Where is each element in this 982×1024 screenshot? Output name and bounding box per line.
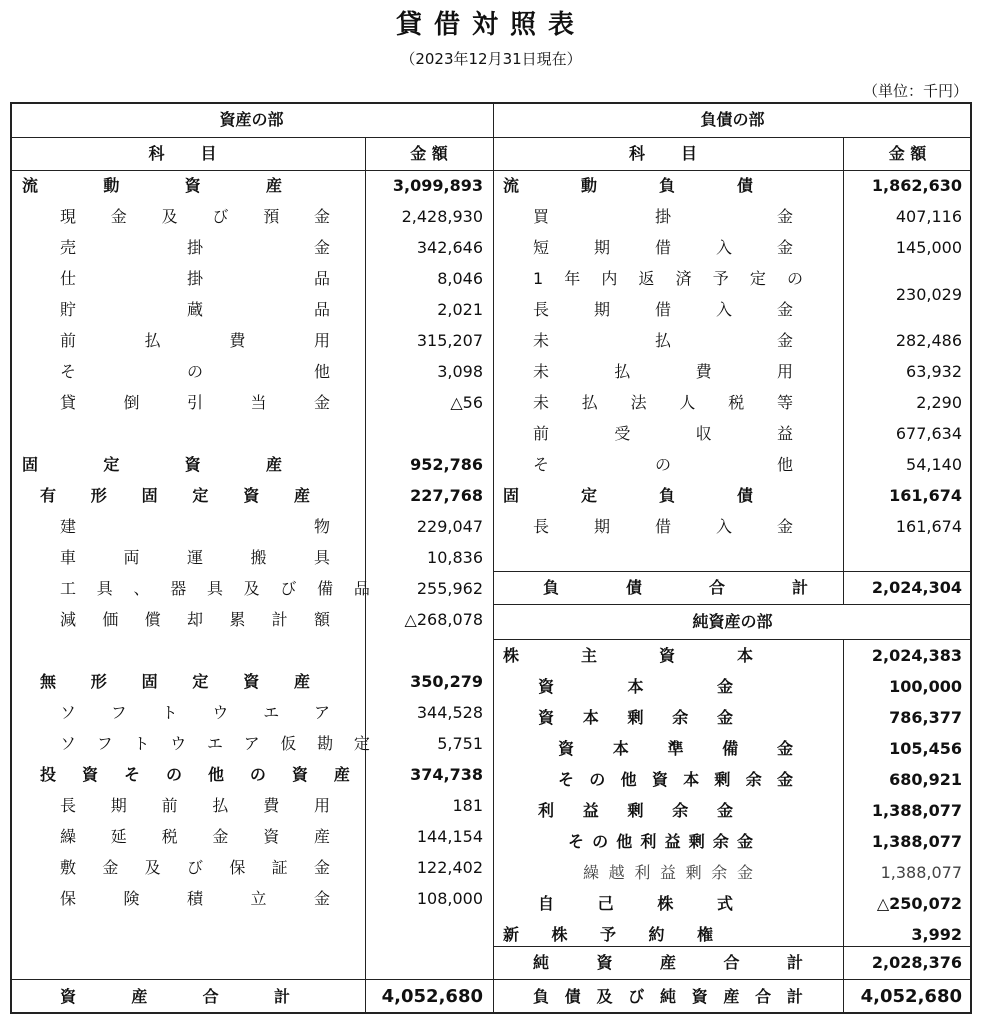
liabilities-amount-divider bbox=[843, 137, 844, 604]
liabilities-total-amount: 2,024,304 bbox=[871, 578, 962, 597]
net-asset-item-label: 資 本 準 備 金 bbox=[558, 739, 793, 758]
table-rule bbox=[493, 604, 972, 605]
asset-item-label: 工 具 、 器 具 及 び 備 品 bbox=[60, 579, 370, 598]
liabilities-section-header: 負債の部 bbox=[700, 110, 765, 129]
asset-item-amount: 344,528 bbox=[416, 703, 483, 722]
liability-item-amount: 2,290 bbox=[916, 393, 962, 412]
net-asset-item-label: そ の 他 資 本 剰 余 金 bbox=[558, 770, 793, 789]
amount-header: 金 額 bbox=[410, 144, 448, 163]
liability-item-label: 1 年 内 返 済 予 定 の bbox=[533, 269, 803, 288]
net-asset-item-label: 自 己 株 式 bbox=[538, 894, 733, 913]
asset-item-label: 貯 蔵 品 bbox=[60, 300, 330, 319]
asset-item-amount: 3,098 bbox=[437, 362, 483, 381]
asset-item-label: ソ フ ト ウ エ ア bbox=[60, 703, 330, 722]
asset-item-amount: 350,279 bbox=[410, 672, 483, 691]
asset-item-amount: △268,078 bbox=[404, 610, 483, 629]
net-asset-item-label: 株 主 資 本 bbox=[503, 646, 753, 665]
asset-item-amount: 374,738 bbox=[410, 765, 483, 784]
asset-item-amount: 5,751 bbox=[437, 734, 483, 753]
asset-item-label: 長 期 前 払 費 用 bbox=[60, 796, 330, 815]
net-asset-item-amount: 1,388,077 bbox=[871, 832, 962, 851]
liability-item-label-line2: 長 期 借 入 金 bbox=[533, 300, 793, 319]
liability-item-label: 前 受 収 益 bbox=[533, 424, 793, 443]
asset-item-label: 保 険 積 立 金 bbox=[60, 889, 330, 908]
asset-item-label: 敷 金 及 び 保 証 金 bbox=[60, 858, 330, 877]
net-asset-item-amount: △250,072 bbox=[876, 894, 962, 913]
asset-item-amount: 2,428,930 bbox=[401, 207, 483, 226]
table-rule bbox=[493, 979, 972, 980]
grand-total-amount: 4,052,680 bbox=[860, 986, 962, 1007]
liability-item-label: 買 掛 金 bbox=[533, 207, 793, 226]
asset-item-amount: 255,962 bbox=[416, 579, 483, 598]
asset-item-label: 減 価 償 却 累 計 額 bbox=[60, 610, 330, 629]
liabilities-total-label: 負 債 合 計 bbox=[543, 578, 808, 597]
center-divider bbox=[493, 102, 494, 1014]
liability-item-label: 流 動 負 債 bbox=[503, 176, 753, 195]
asset-item-label: 固 定 資 産 bbox=[22, 455, 282, 474]
assets-total-amount: 4,052,680 bbox=[381, 986, 483, 1007]
net-asset-item-label: そ の 他 利 益 剰 余 金 bbox=[568, 832, 753, 851]
liability-item-label: そ の 他 bbox=[533, 455, 793, 474]
liability-item-label: 長 期 借 入 金 bbox=[533, 517, 793, 536]
liability-item-amount: 677,634 bbox=[895, 424, 962, 443]
asset-item-label: そ の 他 bbox=[60, 362, 330, 381]
net-assets-total-label: 純 資 産 合 計 bbox=[533, 953, 803, 972]
assets-section-header: 資産の部 bbox=[219, 110, 284, 129]
net-asset-item-amount: 3,992 bbox=[911, 925, 962, 944]
asset-item-amount: 315,207 bbox=[416, 331, 483, 350]
asset-item-label: 貸 倒 引 当 金 bbox=[60, 393, 330, 412]
asset-item-label: 仕 掛 品 bbox=[60, 269, 330, 288]
net-asset-item-label: 新 株 予 約 権 bbox=[503, 925, 713, 944]
net-asset-item-amount: 1,388,077 bbox=[871, 801, 962, 820]
liability-item-amount: 145,000 bbox=[895, 238, 962, 257]
liability-item-amount: 161,674 bbox=[895, 517, 962, 536]
as-of-date: （2023年12月31日現在） bbox=[400, 50, 582, 68]
asset-item-amount: 342,646 bbox=[416, 238, 483, 257]
net-asset-item-amount: 100,000 bbox=[889, 677, 962, 696]
asset-item-amount: 108,000 bbox=[416, 889, 483, 908]
asset-item-amount: 3,099,893 bbox=[392, 176, 483, 195]
net-asset-item-label: 資 本 金 bbox=[538, 677, 733, 696]
net-asset-item-amount: 105,456 bbox=[889, 739, 962, 758]
asset-item-label: 投 資 そ の 他 の 資 産 bbox=[40, 765, 350, 784]
net-assets-section-header: 純資産の部 bbox=[692, 612, 773, 631]
liability-item-amount: 407,116 bbox=[895, 207, 962, 226]
asset-item-label: 売 掛 金 bbox=[60, 238, 330, 257]
asset-item-label: 有 形 固 定 資 産 bbox=[40, 486, 310, 505]
asset-item-label: 車 両 運 搬 具 bbox=[60, 548, 330, 567]
grand-total-label: 負 債 及 び 純 資 産 合 計 bbox=[533, 987, 803, 1006]
page-title: 貸借対照表 bbox=[395, 10, 586, 40]
assets-total-label: 資 産 合 計 bbox=[60, 987, 290, 1006]
net-asset-item-amount: 2,024,383 bbox=[871, 646, 962, 665]
net-asset-item-label: 繰 越 利 益 剰 余 金 bbox=[583, 863, 753, 882]
unit-label: （単位：千円） bbox=[862, 82, 968, 100]
asset-item-label: 前 払 費 用 bbox=[60, 331, 330, 350]
liability-item-label: 短 期 借 入 金 bbox=[533, 238, 793, 257]
asset-item-label: 流 動 資 産 bbox=[22, 176, 282, 195]
asset-item-amount: 10,836 bbox=[427, 548, 483, 567]
asset-item-amount: 227,768 bbox=[410, 486, 483, 505]
liability-item-label: 固 定 負 債 bbox=[503, 486, 753, 505]
amount-header: 金 額 bbox=[888, 144, 927, 163]
net-asset-item-label: 利 益 剰 余 金 bbox=[538, 801, 733, 820]
liability-item-label: 未 払 法 人 税 等 bbox=[533, 393, 793, 412]
liability-item-amount: 54,140 bbox=[906, 455, 962, 474]
net-assets-total-amount: 2,028,376 bbox=[871, 953, 962, 972]
net-asset-item-amount: 786,377 bbox=[889, 708, 962, 727]
net-asset-item-amount: 1,388,077 bbox=[880, 863, 962, 882]
liability-item-amount: 161,674 bbox=[889, 486, 962, 505]
liability-item-label: 未 払 金 bbox=[533, 331, 793, 350]
asset-item-amount: △56 bbox=[450, 393, 483, 412]
asset-item-amount: 2,021 bbox=[437, 300, 483, 319]
asset-item-label: 無 形 固 定 資 産 bbox=[40, 672, 310, 691]
asset-item-amount: 8,046 bbox=[437, 269, 483, 288]
liability-item-amount: 63,932 bbox=[906, 362, 962, 381]
liability-item-amount: 230,029 bbox=[895, 284, 962, 304]
asset-item-amount: 122,402 bbox=[416, 858, 483, 877]
asset-item-amount: 952,786 bbox=[410, 455, 483, 474]
net-asset-item-label: 資 本 剰 余 金 bbox=[538, 708, 733, 727]
asset-item-label: 現 金 及 び 預 金 bbox=[60, 207, 330, 226]
liability-item-amount: 282,486 bbox=[895, 331, 962, 350]
asset-item-label: 繰 延 税 金 資 産 bbox=[60, 827, 330, 846]
asset-item-label: 建 物 bbox=[60, 517, 330, 536]
liability-item-label: 未 払 費 用 bbox=[533, 362, 793, 381]
item-header: 科 目 bbox=[628, 144, 707, 163]
asset-item-amount: 229,047 bbox=[416, 517, 483, 536]
asset-item-amount: 144,154 bbox=[416, 827, 483, 846]
table-rule bbox=[10, 979, 493, 980]
asset-item-amount: 181 bbox=[452, 796, 483, 815]
liability-item-amount: 1,862,630 bbox=[871, 176, 962, 195]
asset-item-label: ソ フ ト ウ エ ア 仮 勘 定 bbox=[60, 734, 370, 753]
item-header: 科 目 bbox=[148, 144, 227, 163]
net-asset-item-amount: 680,921 bbox=[889, 770, 962, 789]
